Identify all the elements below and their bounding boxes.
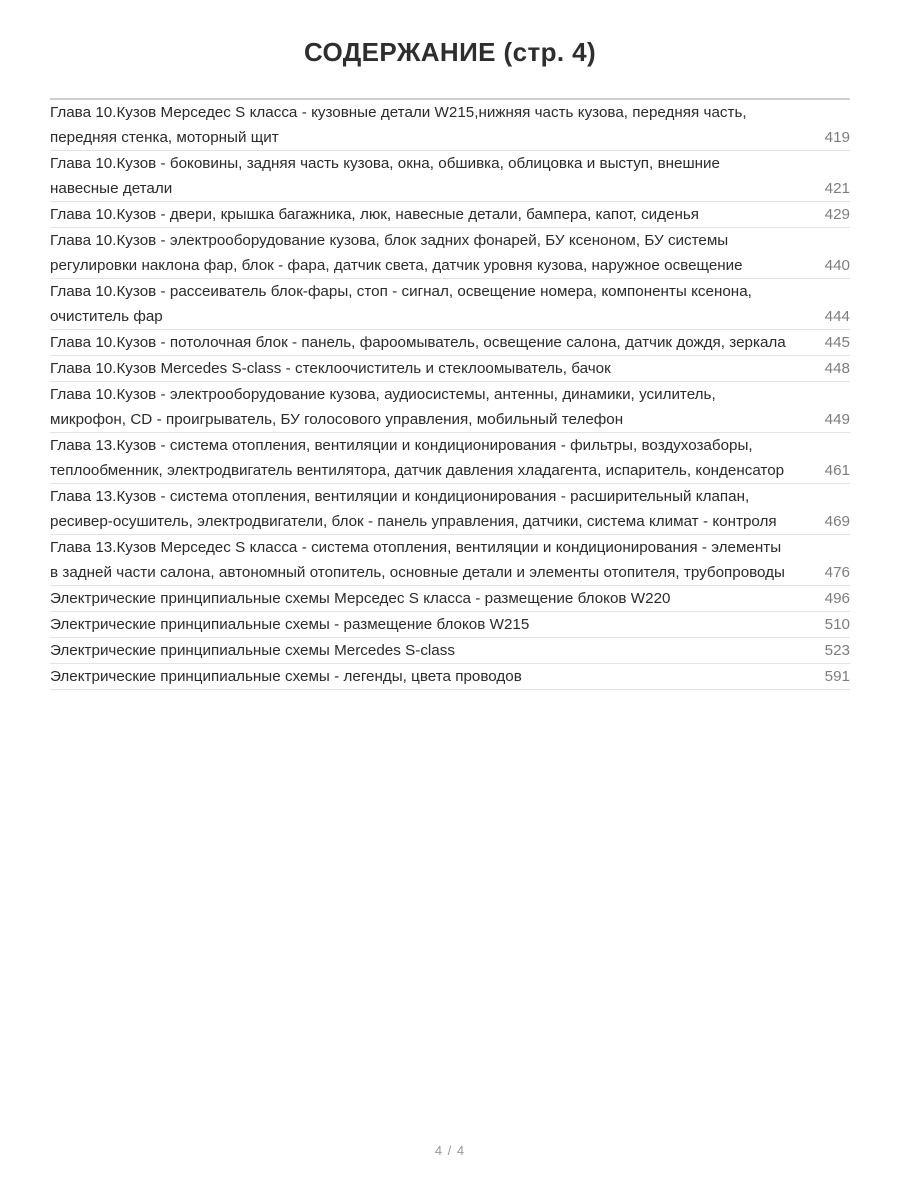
- toc-entry-page-number[interactable]: 496: [824, 590, 850, 608]
- toc-entry-row[interactable]: [50, 484, 850, 535]
- page-footer: 4 / 4: [434, 1143, 466, 1158]
- toc-entry-title[interactable]: Глава 10.Кузов Мерседес S класса - кузовные детали W215,нижняя часть кузова, передняя часть, передняя стенка, моторный щит: [50, 104, 747, 147]
- toc-entry-row[interactable]: [50, 100, 850, 151]
- toc-entry-title[interactable]: Глава 13.Кузов - система отопления, вентиляции и кондиционирования - расширительный клапан, ресивер-осушитель, электродвигатели, блок - панель управления, датчики, система климат - контроля: [50, 488, 777, 531]
- toc-entry-title[interactable]: Глава 10.Кузов - боковины, задняя часть кузова, окна, обшивка, облицовка и выступ, внешние навесные детали: [50, 155, 720, 198]
- toc-entry-title[interactable]: Глава 13.Кузов - система отопления, вентиляции и кондиционирования - фильтры, воздухозаборы, теплообменник, электродвигатель вентилятора, датчик давления хладагента, испаритель, конденсатор: [50, 437, 785, 480]
- toc-entry-page-number[interactable]: 445: [824, 334, 850, 352]
- toc-entry-row[interactable]: [50, 586, 850, 612]
- toc-entry-page-number[interactable]: 448: [824, 360, 850, 378]
- toc-entry-page-number[interactable]: 419: [824, 129, 850, 147]
- toc-entry-row[interactable]: [50, 151, 850, 202]
- toc-entry-row[interactable]: [50, 356, 850, 382]
- toc-entry-title[interactable]: Глава 10.Кузов - электрооборудование кузова, аудиосистемы, антенны, динамики, усилитель, микрофон, CD - проигрыватель, БУ голосового управления, мобильный телефон: [50, 386, 716, 429]
- toc-entry-title[interactable]: Глава 10.Кузов - потолочная блок - панель, фароомыватель, освещение салона, датчик дождя, зеркала: [50, 334, 786, 352]
- toc-entry-title[interactable]: Глава 10.Кузов Mercedes S-class - стеклоочиститель и стеклоомыватель, бачок: [50, 360, 611, 378]
- toc-entry-row[interactable]: [50, 330, 850, 356]
- table-of-contents: [50, 100, 850, 690]
- toc-entry-page-number[interactable]: 421: [824, 180, 850, 198]
- toc-entry-row[interactable]: [50, 664, 850, 690]
- toc-entry-title[interactable]: Электрические принципиальные схемы Мерседес S класса - размещение блоков W220: [50, 590, 671, 608]
- toc-entry-page-number[interactable]: 440: [824, 257, 850, 275]
- toc-entry-row[interactable]: [50, 228, 850, 279]
- toc-entry-row[interactable]: [50, 433, 850, 484]
- toc-entry-page-number[interactable]: 523: [824, 642, 850, 660]
- toc-entry-title[interactable]: Глава 13.Кузов Мерседес S класса - система отопления, вентиляции и кондиционирования - элементы в задней части салона, автономный отопитель, основные детали и элементы отопителя, трубопроводы: [50, 539, 785, 582]
- toc-entry-title[interactable]: Электрические принципиальные схемы - размещение блоков W215: [50, 616, 530, 634]
- toc-entry-row[interactable]: [50, 382, 850, 433]
- toc-entry-page-number[interactable]: 429: [824, 206, 850, 224]
- toc-entry-title[interactable]: Глава 10.Кузов - электрооборудование кузова, блок задних фонарей, БУ ксеноном, БУ системы регулировки наклона фар, блок - фара, датчик света, датчик уровня кузова, наружное освещение: [50, 232, 743, 275]
- toc-entry-page-number[interactable]: 591: [824, 668, 850, 686]
- toc-entry-row[interactable]: [50, 638, 850, 664]
- toc-entry-title[interactable]: Электрические принципиальные схемы - легенды, цвета проводов: [50, 668, 522, 686]
- toc-entry-page-number[interactable]: 444: [824, 308, 850, 326]
- toc-body: [50, 100, 850, 690]
- toc-entry-row[interactable]: [50, 279, 850, 330]
- toc-entry-page-number[interactable]: 476: [824, 564, 850, 582]
- toc-entry-title[interactable]: Электрические принципиальные схемы Mercedes S-class: [50, 642, 455, 660]
- toc-entry-page-number[interactable]: 461: [824, 462, 850, 480]
- toc-entry-page-number[interactable]: 449: [824, 411, 850, 429]
- toc-entry-row[interactable]: [50, 202, 850, 228]
- toc-entry-row[interactable]: [50, 535, 850, 586]
- toc-entry-page-number[interactable]: 510: [824, 616, 850, 634]
- toc-entry-page-number[interactable]: 469: [824, 513, 850, 531]
- page-title: СОДЕРЖАНИЕ (стр. 4): [303, 37, 597, 67]
- toc-entry-row[interactable]: [50, 612, 850, 638]
- toc-entry-title[interactable]: Глава 10.Кузов - рассеиватель блок-фары, стоп - сигнал, освещение номера, компоненты ксенона, очиститель фар: [50, 283, 752, 326]
- toc-entry-title[interactable]: Глава 10.Кузов - двери, крышка багажника, люк, навесные детали, бампера, капот, сиденья: [50, 206, 699, 224]
